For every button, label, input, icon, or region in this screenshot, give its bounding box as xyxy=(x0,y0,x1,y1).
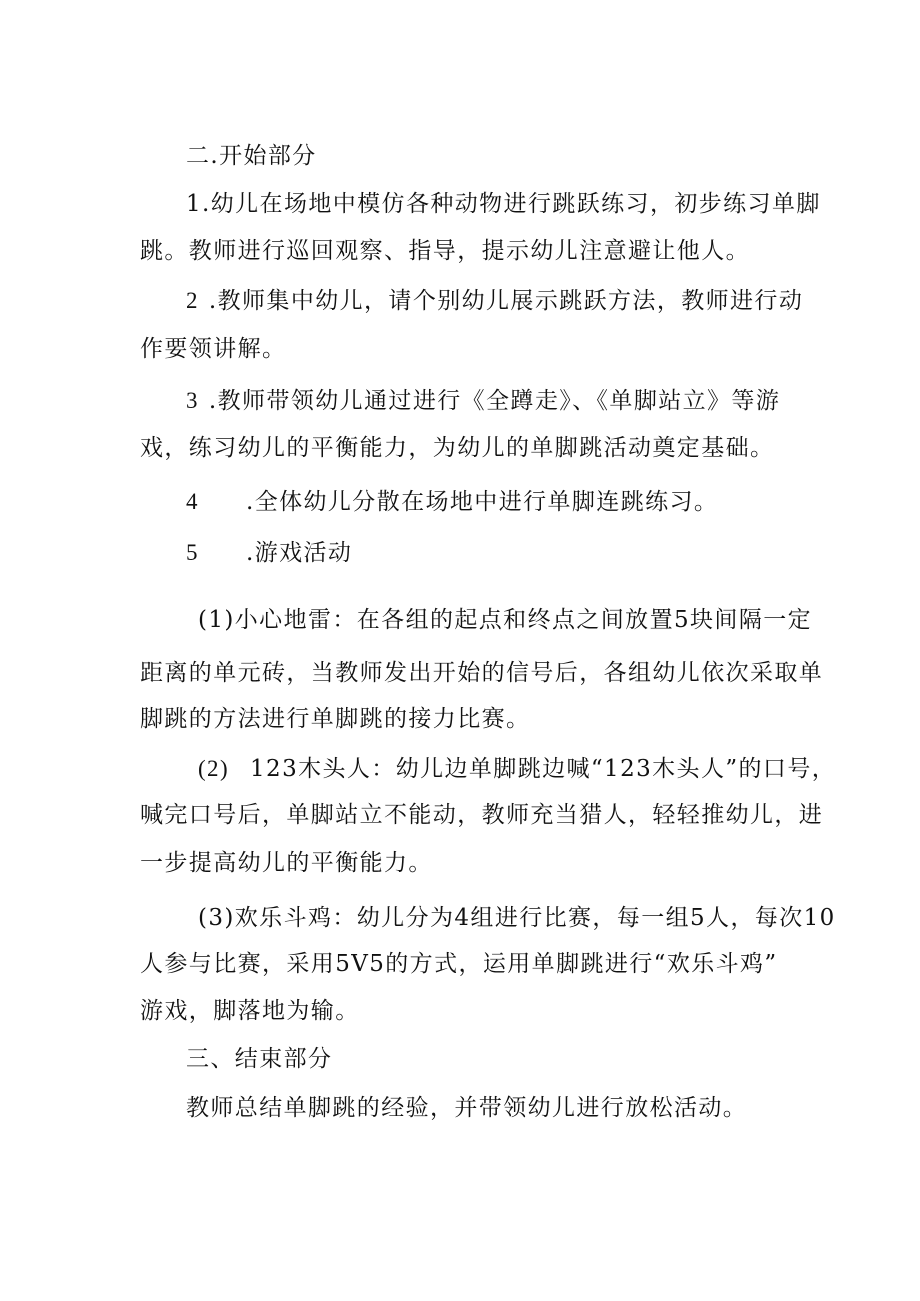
item-3-number: 3 xyxy=(186,388,199,413)
game-1-line-2: 距离的单元砖，当教师发出开始的信号后，各组幼儿依次采取单 xyxy=(140,660,824,686)
item-4-text: .全体幼儿分散在场地中进行单脚连跳练习。 xyxy=(246,489,719,515)
item-4-number: 4 xyxy=(186,489,199,514)
item-2-line-1 xyxy=(186,286,836,316)
item-2-line-2: 作要领讲解。 xyxy=(140,336,287,362)
game-2-line-2: 喊完口号后，单脚站立不能动，教师充当猎人，轻轻推幼儿，进 xyxy=(140,802,824,828)
section-heading-start: 二.开始部分 xyxy=(186,143,317,169)
item-1-line-2: 跳。教师进行巡回观察、指导，提示幼儿注意避让他人。 xyxy=(140,238,750,264)
section-heading-end: 三、结束部分 xyxy=(186,1046,333,1072)
game-2-line-1 xyxy=(198,754,848,784)
item-3-text: .教师带领幼儿通过进行《全蹲走》、《单脚站立》等游 xyxy=(208,388,781,414)
item-5-text: .游戏活动 xyxy=(246,540,353,566)
game-3-line-3: 游戏，脚落地为输。 xyxy=(140,998,360,1024)
game-2-number: (2) xyxy=(198,756,230,781)
item-5-line xyxy=(186,538,836,568)
closing-paragraph: 教师总结单脚跳的经验，并带领幼儿进行放松活动。 xyxy=(186,1095,748,1121)
item-5-number: 5 xyxy=(186,540,199,565)
item-2-number: 2 xyxy=(186,288,199,313)
game-3-line-2: 人参与比赛，采用5V5的方式，运用单脚跳进行“欢乐斗鸡” xyxy=(140,951,778,977)
game-1-line-1: (1)小心地雷：在各组的起点和终点之间放置5块间隔一定 xyxy=(198,607,813,633)
item-3-line-2: 戏，练习幼儿的平衡能力，为幼儿的单脚跳活动奠定基础。 xyxy=(140,435,775,461)
game-2-text: 123木头人：幼儿边单脚跳边喊“123木头人”的口号， xyxy=(250,756,837,782)
game-2-line-3: 一步提高幼儿的平衡能力。 xyxy=(140,850,433,876)
item-1-line-1: 1.幼儿在场地中模仿各种动物进行跳跃练习，初步练习单脚 xyxy=(186,191,821,217)
item-4-line xyxy=(186,487,836,517)
item-3-line-1 xyxy=(186,386,836,416)
item-2-text: .教师集中幼儿，请个别幼儿展示跳跃方法，教师进行动 xyxy=(208,288,804,314)
game-3-line-1: (3)欢乐斗鸡：幼儿分为4组进行比赛，每一组5人，每次10 xyxy=(198,905,836,931)
game-1-line-3: 脚跳的方法进行单脚跳的接力比赛。 xyxy=(140,706,531,732)
